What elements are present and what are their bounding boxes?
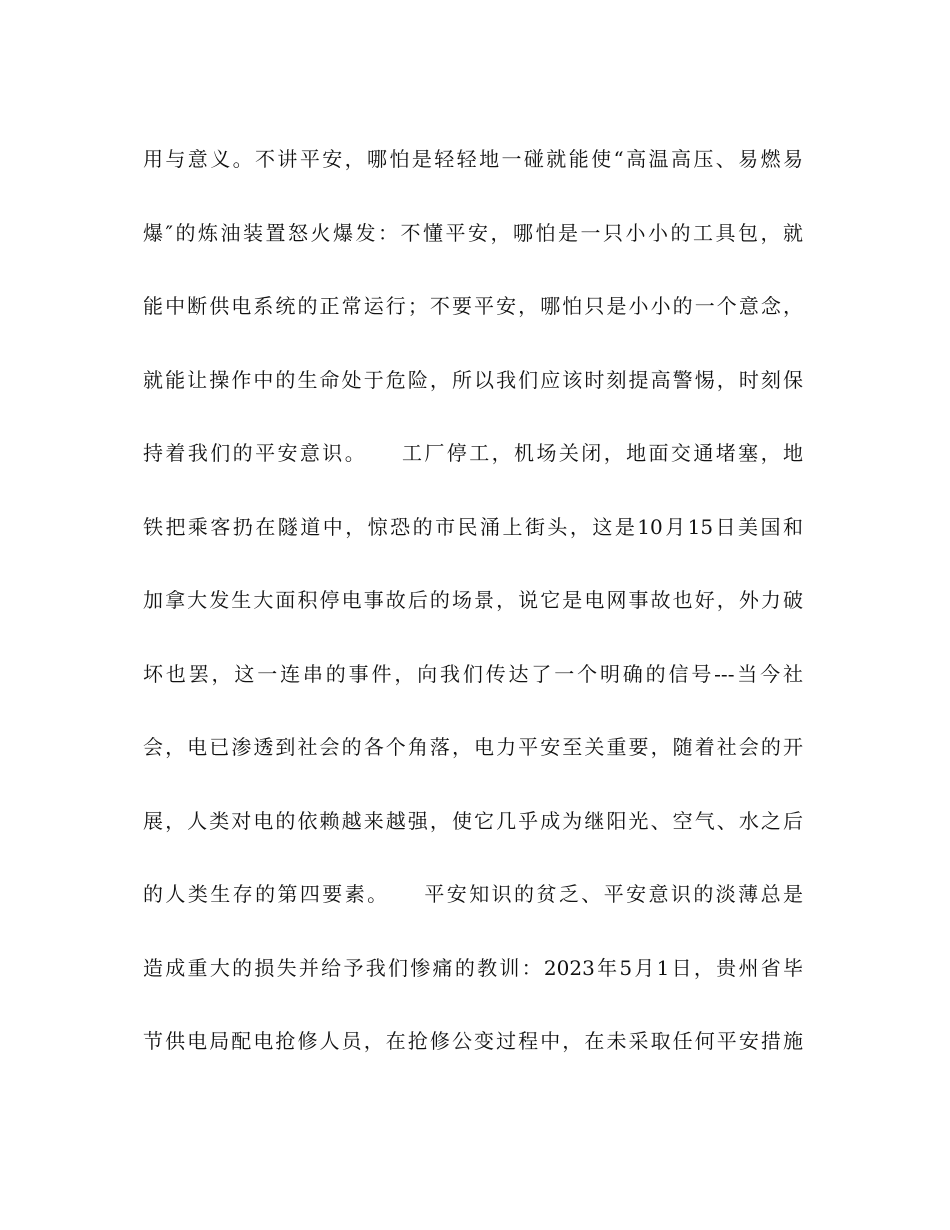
text-line: 加拿大发生大面积停电事故后的场景，说它是电网事故也好，外力破 bbox=[143, 588, 803, 612]
text-line: 爆″的炼油装置怒火爆发：不懂平安，哪怕是一只小小的工具包，就 bbox=[143, 220, 803, 245]
body-text bbox=[143, 138, 803, 1094]
text-line: 坏也罢，这一连串的事件，向我们传达了一个明确的信号---当今社 bbox=[143, 661, 803, 686]
text-line: 会，电已渗透到社会的各个角落，电力平安至关重要，随着社会的开 bbox=[143, 735, 803, 759]
text-line: 的人类生存的第四要素。 平安知识的贫乏、平安意识的淡薄总是 bbox=[143, 882, 803, 906]
text-line: 展，人类对电的依赖越来越强，使它几乎成为继阳光、空气、水之后 bbox=[143, 808, 803, 833]
text-line: 能中断供电系统的正常运行；不要平安，哪怕只是小小的一个意念， bbox=[143, 294, 803, 318]
text-line: 铁把乘客扔在隧道中，惊恐的市民涌上街头，这是10月15日美国和 bbox=[143, 514, 803, 539]
text-line: 就能让操作中的生命处于危险，所以我们应该时刻提高警惕，时刻保 bbox=[143, 367, 803, 392]
text-line: 造成重大的损失并给予我们惨痛的教训：2023年5月1日，贵州省毕 bbox=[143, 955, 803, 980]
text-line: 持着我们的平安意识。 工厂停工，机场关闭，地面交通堵塞，地 bbox=[143, 441, 803, 465]
text-line: 用与意义。不讲平安，哪怕是轻轻地一碰就能使“高温高压、易燃易 bbox=[143, 147, 803, 171]
text-line: 节供电局配电抢修人员，在抢修公变过程中，在未采取任何平安措施 bbox=[143, 1029, 803, 1053]
